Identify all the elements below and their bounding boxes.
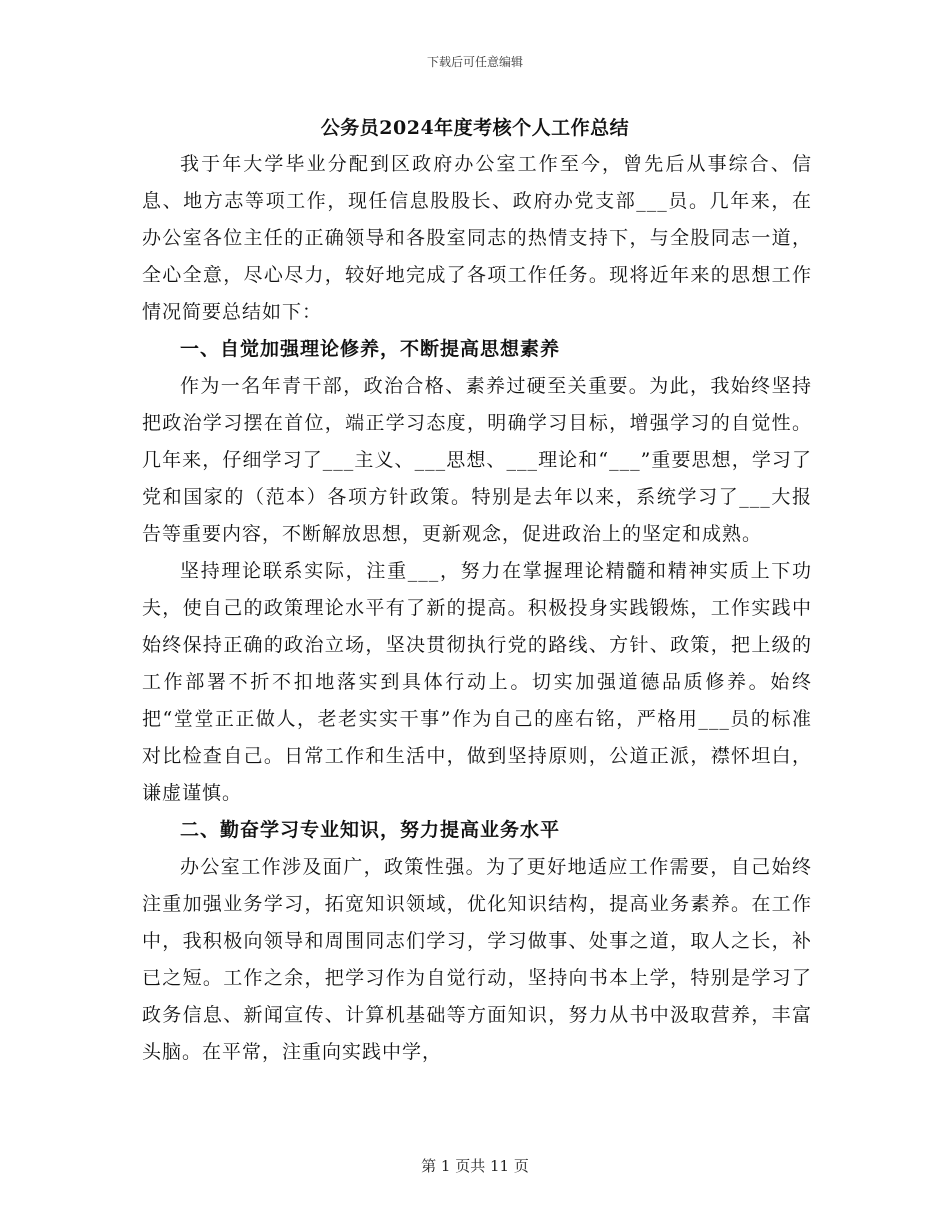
intro-paragraph: 我于年大学毕业分配到区政府办公室工作至今，曾先后从事综合、信息、地方志等项工作，现任信息股股长、政府办党支部___员。几年来，在办公室各位主任的正确领导和各股室同志的热情支持下，与全股同志一道，全心全意，尽心尽力，较好地完成了各项工作任务。现将近年来的思想工作情况简要总结如下：: [142, 153, 812, 323]
page-header: 下载后可任意编辑: [426, 55, 523, 69]
section2-paragraph-1: 办公室工作涉及面广，政策性强。为了更好地适应工作需要，自己始终注重加强业务学习，拓宽知识领域，优化知识结构，提高业务素养。在工作中，我积极向领导和周围同志们学习，学习做事、处事之道，取人之长，补已之短。工作之余，把学习作为自觉行动，坚持向书本上学，特别是学习了政务信息、新闻宣传、计算机基础等方面知识，努力从书中汲取营养，丰富头脑。在平常，注重向实践中学，: [142, 856, 812, 1063]
document-body: [142, 146, 812, 1071]
section-heading-2: 二、勤奋学习专业知识，努力提高业务水平: [180, 819, 561, 841]
section1-paragraph-1: 作为一名年青干部，政治合格、素养过硬至关重要。为此，我始终坚持把政治学习摆在首位，端正学习态度，明确学习目标，增强学习的自觉性。几年来，仔细学习了___主义、___思想、___理论和“___”重要思想，学习了党和国家的（范本）各项方针政策。特别是去年以来，系统学习了___大报告等重要内容，不断解放思想，更新观念，促进政治上的坚定和成熟。: [142, 375, 812, 545]
document-title: 公务员2024年度考核个人工作总结: [320, 117, 630, 139]
section-heading-1: 一、自觉加强理论修养，不断提高思想素养: [180, 338, 561, 360]
section1-paragraph-2: 坚持理论联系实际，注重___，努力在掌握理论精髓和精神实质上下功夫，使自己的政策理论水平有了新的提高。积极投身实践锻炼，工作实践中始终保持正确的政治立场，坚决贯彻执行党的路线、方针、政策，把上级的工作部署不折不扣地落实到具体行动上。切实加强道德品质修养。始终把“堂堂正正做人，老老实实干事”作为自己的座右铭，严格用___员的标准对比检查自己。日常工作和生活中，做到坚持原则，公道正派，襟怀坦白，谦虚谨慎。: [142, 560, 812, 804]
page-footer: 第 1 页共 11 页: [421, 1157, 529, 1175]
